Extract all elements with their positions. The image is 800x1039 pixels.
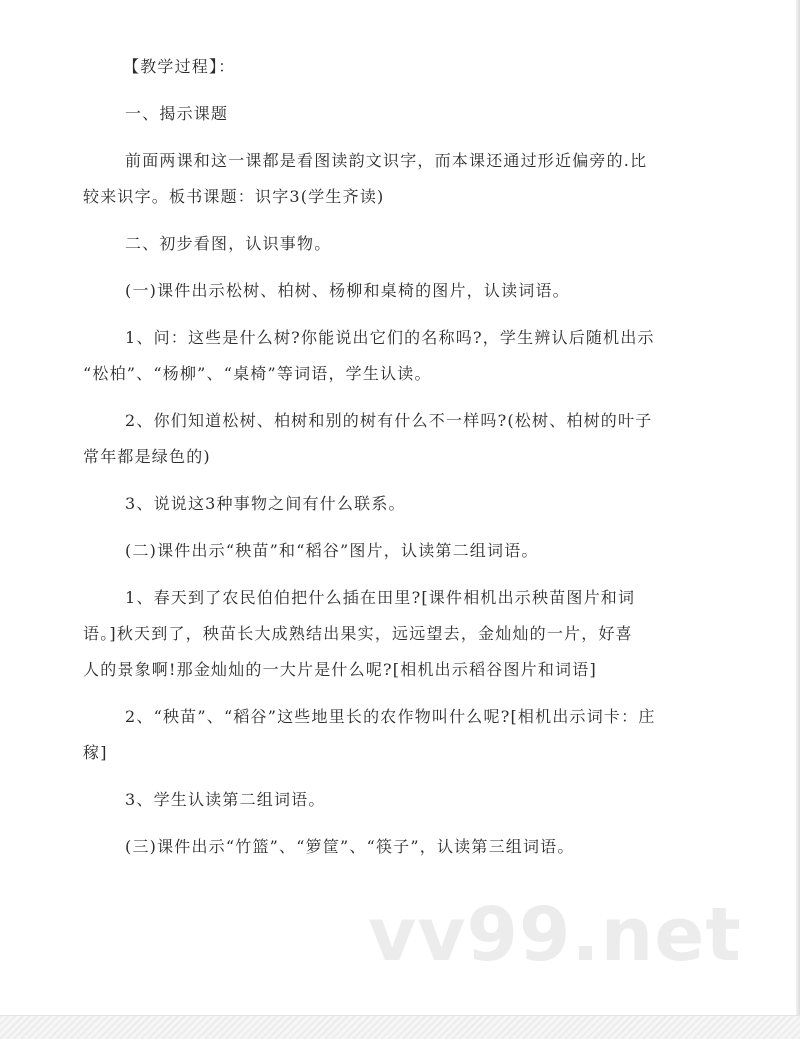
paragraph-line: “松柏”、“杨柳”、“桌椅”等词语，学生认读。: [83, 364, 432, 383]
paragraph-line: 较来识字。板书课题：识字3(学生齐读): [83, 187, 385, 206]
watermark-text: vv99.net: [368, 892, 742, 978]
paragraph-line: 语。]秋天到了，秧苗长大成熟结出果实，远远望去，金灿灿的一片，好喜: [83, 624, 633, 643]
paragraph-line: (三)课件出示“竹篮”、“箩筐”、“筷子”，认读第三组词语。: [125, 837, 575, 856]
paragraph-line: 3、说说这3种事物之间有什么联系。: [125, 494, 406, 513]
paragraph-line: 3、学生认读第二组词语。: [125, 790, 326, 809]
paragraph-line: 1、问：这些是什么树?你能说出它们的名称吗?，学生辨认后随机出示: [125, 328, 655, 347]
subheading-reveal-topic: 一、揭示课题: [125, 104, 229, 123]
paragraph-line: 常年都是绿色的): [83, 447, 211, 466]
page-edge-shadow: [796, 0, 800, 1015]
paragraph-line: 2、你们知道松树、柏树和别的树有什么不一样吗?(松树、柏树的叶子: [125, 411, 653, 430]
paragraph-line: 前面两课和这一课都是看图读韵文识字，而本课还通过形近偏旁的.比: [125, 151, 648, 170]
paragraph-line: 人的景象啊!那金灿灿的一大片是什么呢?[相机出示稻谷图片和词语]: [83, 660, 597, 679]
subheading-observe: 二、初步看图，认识事物。: [125, 234, 332, 253]
page-bottom-strip: [0, 1015, 800, 1039]
paragraph-line: 稼]: [83, 743, 108, 762]
paragraph-line: 1、春天到了农民伯伯把什么插在田里?[课件相机出示秧苗图片和词: [125, 588, 636, 607]
paragraph-line: (一)课件出示松树、柏树、杨柳和桌椅的图片，认读词语。: [125, 281, 570, 300]
section-heading: 【教学过程】：: [123, 57, 236, 76]
paragraph-line: (二)课件出示“秧苗”和“稻谷”图片，认读第二组词语。: [125, 541, 539, 560]
paragraph-line: 2、“秧苗”、“稻谷”这些地里长的农作物叫什么呢?[相机出示词卡：庄: [125, 707, 656, 726]
